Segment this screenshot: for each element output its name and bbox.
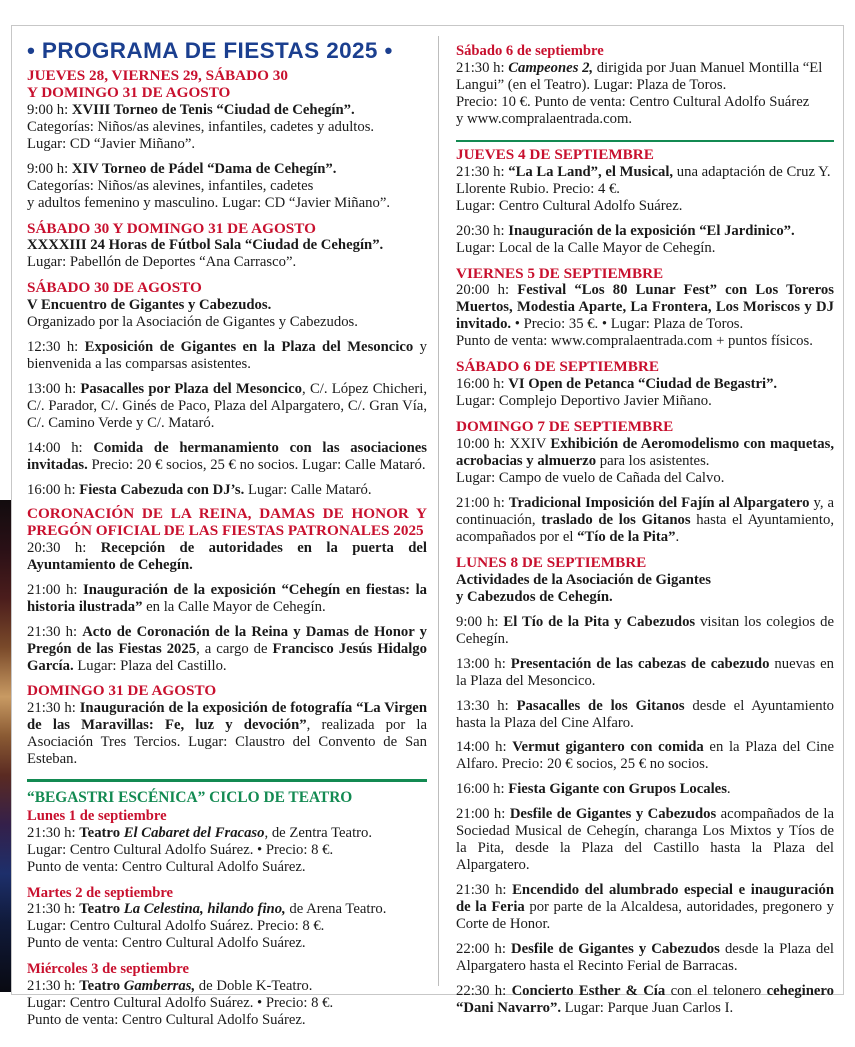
left-column	[27, 26, 427, 1029]
entry-campeones-2: 21:30 h: Campeones 2, dirigida por Juan Manuel Montilla “El Langui” (en el Teatro). Lugar: Plaza de Toros. Precio: 10 €. Punto de venta: Centro Cultural Adolfo Suárez y www.compralaentrada.com.	[456, 59, 823, 127]
section-divider	[456, 140, 834, 142]
entry-recepcion-autoridades: 20:30 h: Recepción de autoridades en la puerta del Ayuntamiento de Cehegín.	[27, 539, 427, 573]
entry-actividades-asociacion: Actividades de la Asociación de Gigantes y Cabezudos de Cehegín.	[456, 571, 711, 605]
entry-lunar-fest: 20:00 h: Festival “Los 80 Lunar Fest” con Los Toreros Muertos, Modestia Aparte, La Frontera, Los Moriscos y DJ invitado. • Precio: 35 €. • Lugar: Plaza de Toros. Punto de venta: www.compralaentrada.com + puntos físicos.	[456, 282, 834, 350]
entry-fiesta-gigante: 16:00 h: Fiesta Gigante con Grupos Locales.	[456, 781, 731, 798]
theatre-date-lunes-1: Lunes 1 de septiembre	[27, 808, 167, 825]
heading-line: LUNES 8 DE SEPTIEMBRE	[456, 553, 647, 571]
entry-padel: 9:00 h: XIV Torneo de Pádel “Dama de Cehegín”. Categorías: Niños/as alevines, infantiles, cadetes y adultos femenino y masculino. Lugar: CD “Javier Miñano”.	[27, 160, 391, 211]
theatre-date-martes-2: Martes 2 de septiembre	[27, 884, 174, 901]
section-heading-domingo-31-agosto	[27, 683, 427, 700]
entry-exposicion-gigantes: 12:30 h: Exposición de Gigantes en la Plaza del Mesoncico y bienvenida a las comparsas asistentes.	[27, 339, 428, 373]
section-heading-agosto-30-31	[27, 221, 427, 238]
section-heading-domingo-7	[456, 419, 834, 436]
entry-teatro-celestina: 21:30 h: Teatro La Celestina, hilando fino, de Arena Teatro. Lugar: Centro Cultural Adolfo Suárez. Precio: 8 €. Punto de venta: Centro Cultural Adolfo Suárez.	[27, 901, 387, 952]
heading-line: SÁBADO 30 DE AGOSTO	[27, 279, 202, 297]
entry-aeromodelismo: 10:00 h: XXIV Exhibición de Aeromodelismo con maquetas, acrobacias y almuerzo para los asistentes. Lugar: Campo de vuelo de Cañada del Calvo.	[456, 436, 834, 486]
section-heading-viernes-5	[456, 266, 834, 283]
entry-fiesta-cabezuda: 16:00 h: Fiesta Cabezuda con DJ’s. Lugar: Calle Mataró.	[27, 481, 372, 498]
heading-line: DOMINGO 7 DE SEPTIEMBRE	[456, 418, 674, 436]
section-divider	[27, 779, 427, 781]
entry-open-petanca: 16:00 h: VI Open de Petanca “Ciudad de Begastri”. Lugar: Complejo Deportivo Javier Miñano.	[456, 376, 778, 410]
heading-line: SÁBADO 6 DE SEPTIEMBRE	[456, 358, 659, 376]
entry-presentacion-cabezas: 13:00 h: Presentación de las cabezas de cabezudo nuevas en la Plaza del Mesoncico.	[456, 655, 835, 689]
entry-exposicion-fotografia: 21:30 h: Inauguración de la exposición de fotografía “La Virgen de las Maravillas: Fe, luz y devoción”, realizada por la Asociación Tres Tercios. Lugar: Claustro del Convento de San Esteban.	[27, 700, 428, 768]
heading-line: Y DOMINGO 31 DE AGOSTO	[27, 83, 231, 101]
entry-la-la-land: 21:30 h: “La La Land”, el Musical, una adaptación de Cruz Y. Llorente Rubio. Precio: 4 €. Lugar: Centro Cultural Adolfo Suárez.	[456, 163, 831, 214]
entry-encendido-alumbrado: 21:30 h: Encendido del alumbrado especial e inauguración de la Feria por parte de la Alcaldesa, autoridades, pregonero y Corte de Honor.	[456, 882, 835, 933]
entry-concierto-esther: 22:30 h: Concierto Esther & Cía con el telonero ceheginero “Dani Navarro”. Lugar: Parque Juan Carlos I.	[456, 983, 834, 1017]
section-heading-agosto-28-31	[27, 68, 427, 102]
section-heading-sabado-6	[456, 359, 834, 376]
section-heading-jueves-4	[456, 147, 834, 164]
entry-imposicion-fajin: 21:00 h: Tradicional Imposición del Fajín al Alpargatero y, a continuación, traslado de los Gitanos hasta el Ayuntamiento, acompañados por el “Tío de la Pita”.	[456, 494, 834, 545]
entry-teatro-gamberras: 21:30 h: Teatro Gamberras, de Doble K-Teatro. Lugar: Centro Cultural Adolfo Suárez. • Precio: 8 €. Punto de venta: Centro Cultural Adolfo Suárez.	[27, 977, 334, 1028]
theatre-cycle-heading: “BEGASTRI ESCÉNICA” CICLO DE TEATRO	[27, 788, 353, 806]
entry-pasacalles-mesoncico: 13:00 h: Pasacalles por Plaza del Mesoncico, C/. López Chicheri, C/. Parador, C/. Ginés de Paco, Plaza del Alpargatero, C/. Gran Vía, C/. Camino Verde y C/. Mataró.	[27, 381, 427, 432]
heading-line: VIERNES 5 DE SEPTIEMBRE	[456, 264, 664, 282]
heading-line: DOMINGO 31 DE AGOSTO	[27, 682, 217, 700]
section-heading-lunes-8	[456, 555, 834, 572]
heading-line: JUEVES 28, VIERNES 29, SÁBADO 30	[27, 67, 288, 84]
heading-line: CORONACIÓN DE LA REINA, DAMAS DE HONOR Y	[27, 504, 427, 522]
entry-acto-coronacion: 21:30 h: Acto de Coronación de la Reina y Damas de Honor y Pregón de las Fiestas 2025, a cargo de Francisco Jesús Hidalgo García. Lugar: Plaza del Castillo.	[27, 623, 427, 674]
page-title: • PROGRAMA DE FIESTAS 2025 •	[27, 38, 393, 63]
entry-comida-hermanamiento: 14:00 h: Comida de hermanamiento con las asociaciones invitadas. Precio: 20 € socios, 25 € no socios. Lugar: Calle Mataró.	[27, 440, 427, 473]
theatre-date-sabado-6: Sábado 6 de septiembre	[456, 43, 604, 59]
two-column-layout	[12, 26, 845, 1028]
entry-el-jardinico: 20:30 h: Inauguración de la exposición “El Jardinico”. Lugar: Local de la Calle Mayor de Cehegín.	[456, 222, 795, 256]
entry-desfile-gigantes-22: 22:00 h: Desfile de Gigantes y Cabezudos desde la Plaza del Alpargatero hasta el Recinto Ferial de Barracas.	[456, 941, 834, 975]
heading-line: PREGÓN OFICIAL DE LAS FIESTAS PATRONALES 2025	[27, 521, 424, 539]
entry-tenis: 9:00 h: XVIII Torneo de Tenis “Ciudad de Cehegín”. Categorías: Niños/as alevines, infantiles, cadetes y adultos. Lugar: CD “Javier Miñano”.	[27, 101, 375, 152]
entry-futbol-sala: XXXXIII 24 Horas de Fútbol Sala “Ciudad de Cehegín”. Lugar: Pabellón de Deportes “Ana Carrasco”.	[27, 237, 384, 271]
section-heading-coronacion	[27, 506, 427, 540]
entry-tio-pita-colegios: 9:00 h: El Tío de la Pita y Cabezudos visitan los colegios de Cehegín.	[456, 613, 834, 647]
section-heading-sabado-30-agosto	[27, 280, 427, 297]
entry-encuentro-gigantes: V Encuentro de Gigantes y Cabezudos. Organizado por la Asociación de Gigantes y Cabezudos.	[27, 297, 358, 331]
heading-line: JUEVES 4 DE SEPTIEMBRE	[456, 145, 654, 163]
heading-line: SÁBADO 30 Y DOMINGO 31 DE AGOSTO	[27, 219, 316, 237]
entry-pasacalles-gitanos: 13:30 h: Pasacalles de los Gitanos desde el Ayuntamiento hasta la Plaza del Cine Alfaro.	[456, 697, 834, 731]
entry-desfile-gigantes-21: 21:00 h: Desfile de Gigantes y Cabezudos acompañados de la Sociedad Musical de Cehegín, charanga Los Mixtos y Tíos de la Pita, desde la Plaza del Castillo hasta la Plaza del Alpargatero.	[456, 806, 834, 874]
entry-vermut-gigantero: 14:00 h: Vermut gigantero con comida en la Plaza del Cine Alfaro. Precio: 20 € socios, 25 € no socios.	[456, 739, 835, 773]
entry-teatro-cabaret: 21:30 h: Teatro El Cabaret del Fracaso, de Zentra Teatro. Lugar: Centro Cultural Adolfo Suárez. • Precio: 8 €. Punto de venta: Centro Cultural Adolfo Suárez.	[27, 824, 373, 875]
program-sheet	[11, 25, 844, 1028]
background-photo-edge	[0, 500, 11, 992]
right-column	[456, 26, 834, 1017]
theatre-date-miercoles-3: Miércoles 3 de septiembre	[27, 961, 189, 978]
entry-exposicion-cehegin-fiestas: 21:00 h: Inauguración de la exposición “Cehegín en fiestas: la historia ilustrada” en la Calle Mayor de Cehegín.	[27, 581, 427, 615]
